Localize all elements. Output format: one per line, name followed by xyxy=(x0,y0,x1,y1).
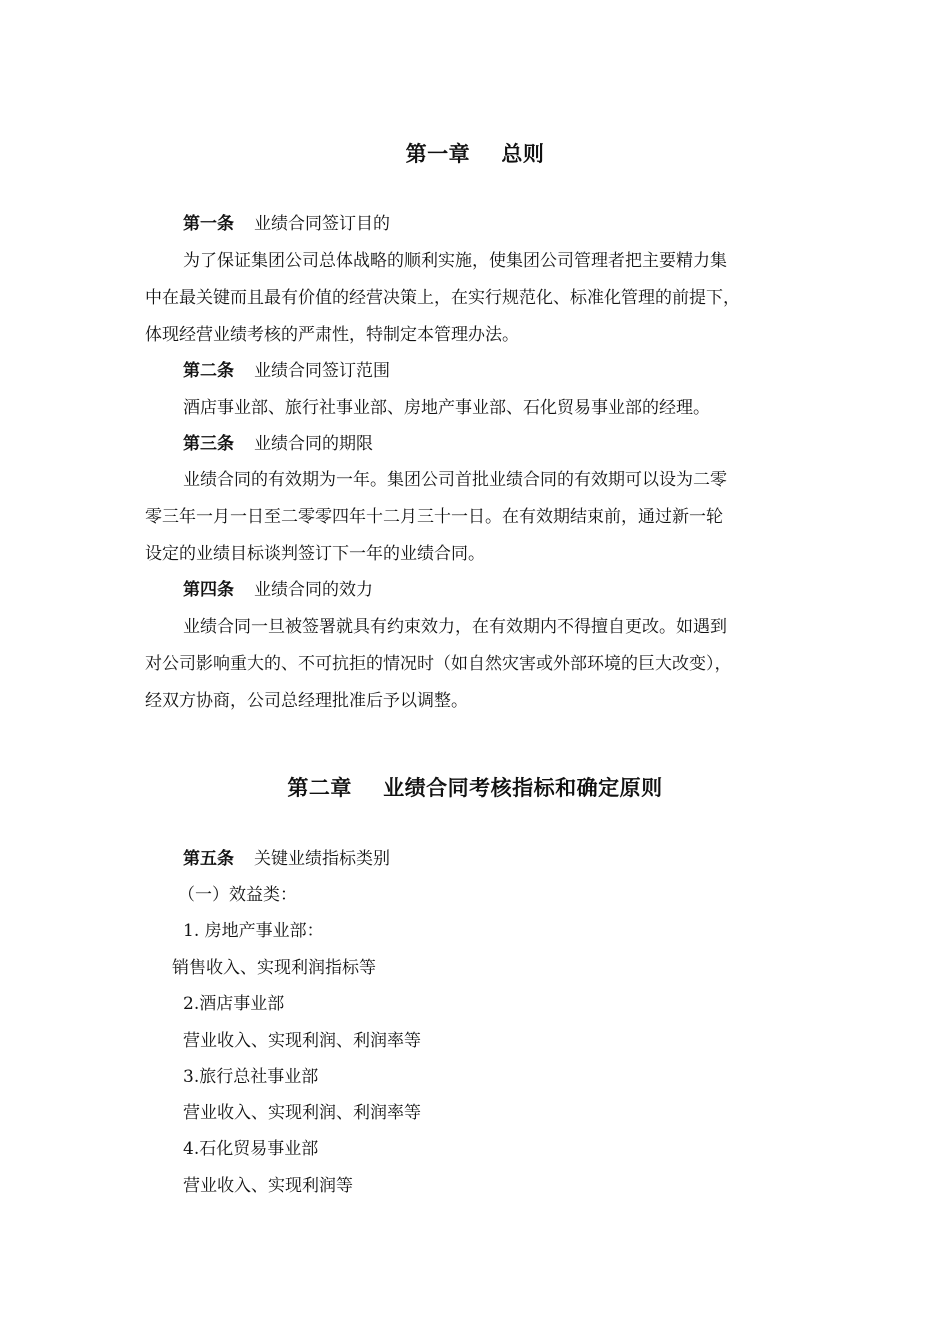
article-3-heading: 业绩合同的期限 xyxy=(254,434,373,454)
article-3-heading-line xyxy=(183,432,373,456)
article-2-heading-line xyxy=(183,359,390,383)
article-5-heading: 关键业绩指标类别 xyxy=(254,849,390,869)
article-4-paragraph-line-3: 经双方协商，公司总经理批准后予以调整。 xyxy=(145,691,468,711)
article-2-paragraph-line-1: 酒店事业部、旅行社事业部、房地产事业部、石化贸易事业部的经理。 xyxy=(183,398,710,418)
article-4-paragraph-line-1: 业绩合同一旦被签署就具有约束效力，在有效期内不得擅自更改。如遇到 xyxy=(183,617,727,637)
article-5-number: 第五条 xyxy=(183,849,234,869)
item-travel-division: 3.旅行总社事业部 xyxy=(183,1067,319,1087)
item-real-estate-division: 1. 房地产事业部： xyxy=(183,921,324,941)
item-petrochem-division: 4.石化贸易事业部 xyxy=(183,1139,319,1159)
article-1-paragraph-line-1: 为了保证集团公司总体战略的顺利实施，使集团公司管理者把主要精力集 xyxy=(183,251,727,271)
article-1-heading: 业绩合同签订目的 xyxy=(254,214,390,234)
category-benefit-line: （一）效益类： xyxy=(178,885,297,905)
article-5-heading-line xyxy=(183,847,390,871)
article-1-number: 第一条 xyxy=(183,214,234,234)
article-3-number: 第三条 xyxy=(183,434,234,454)
article-3-paragraph-line-2: 零三年一月一日至二零零四年十二月三十一日。在有效期结束前，通过新一轮 xyxy=(145,507,723,527)
article-4-heading-line xyxy=(183,578,373,602)
item-real-estate-indicators: 销售收入、实现利润指标等 xyxy=(172,958,376,978)
article-3-paragraph-line-3: 设定的业绩目标谈判签订下一年的业绩合同。 xyxy=(145,544,485,564)
chapter-1-title: 第一章 总则 xyxy=(405,141,545,166)
article-1-paragraph-line-3: 体现经营业绩考核的严肃性，特制定本管理办法。 xyxy=(145,325,519,345)
item-hotel-division: 2.酒店事业部 xyxy=(183,994,285,1014)
item-hotel-indicators: 营业收入、实现利润、利润率等 xyxy=(183,1031,421,1051)
article-1-paragraph-line-2: 中在最关键而且最有价值的经营决策上，在实行规范化、标准化管理的前提下， xyxy=(145,288,740,308)
article-4-number: 第四条 xyxy=(183,580,234,600)
item-travel-indicators: 营业收入、实现利润、利润率等 xyxy=(183,1103,421,1123)
article-2-heading: 业绩合同签订范围 xyxy=(254,361,390,381)
article-4-paragraph-line-2: 对公司影响重大的、不可抗拒的情况时（如自然灾害或外部环境的巨大改变）， xyxy=(145,654,732,674)
chapter-2-title: 第二章 业绩合同考核指标和确定原则 xyxy=(287,775,663,800)
article-1-heading-line xyxy=(183,212,390,236)
article-4-heading: 业绩合同的效力 xyxy=(254,580,373,600)
article-2-number: 第二条 xyxy=(183,361,234,381)
article-3-paragraph-line-1: 业绩合同的有效期为一年。集团公司首批业绩合同的有效期可以设为二零 xyxy=(183,470,727,490)
item-petrochem-indicators: 营业收入、实现利润等 xyxy=(183,1176,353,1196)
